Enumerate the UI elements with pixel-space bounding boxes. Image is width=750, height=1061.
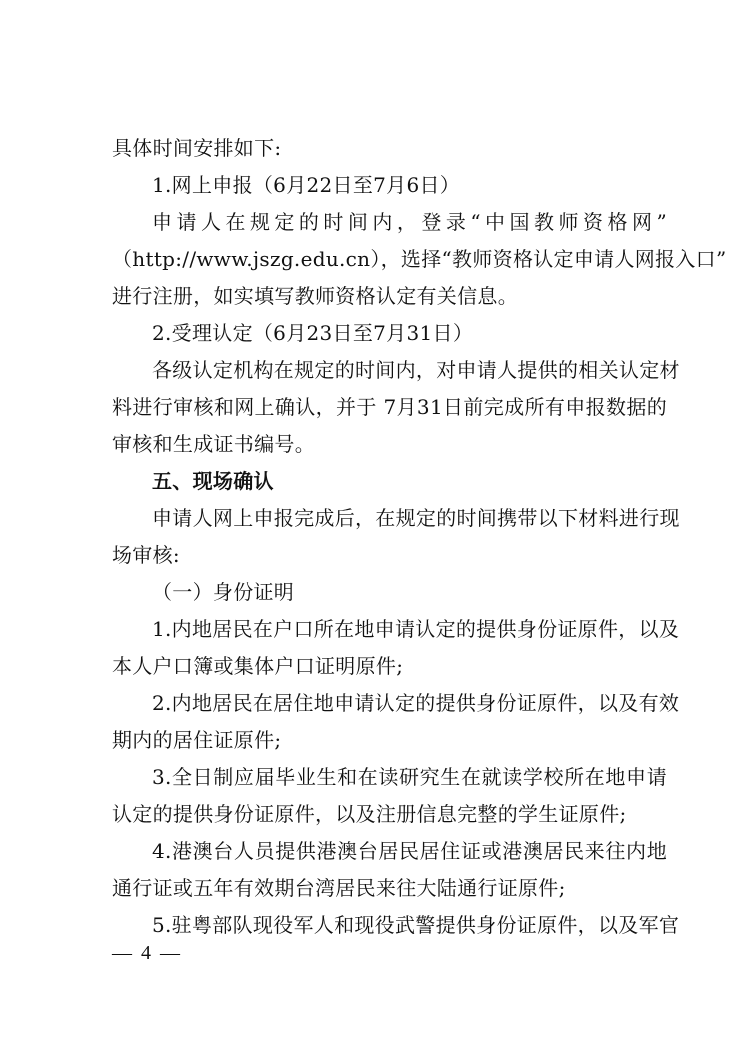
text-line-item2-1: 2.内地居民在居住地申请认定的提供身份证原件，以及有效: [152, 691, 680, 715]
text-line-item3-1: 3.全日制应届毕业生和在读研究生在就读学校所在地申请: [152, 765, 667, 789]
text-line-online-application-body-1: 申请人在规定的时间内，登录“中国教师资格网”: [152, 210, 667, 234]
text-line-online-application-title: 1.网上申报（6月22日至7月6日）: [152, 173, 461, 197]
text-line-item1-2: 本人户口簿或集体户口证明原件;: [112, 654, 404, 678]
text-line-item2-2: 期内的居住证原件;: [112, 728, 282, 752]
text-line-item5-1: 5.驻粤部队现役军人和现役武警提供身份证原件，以及军官: [152, 913, 680, 937]
text-line-acceptance-body-3: 审核和生成证书编号。: [112, 432, 315, 456]
text-line-onsite-body-1: 申请人网上申报完成后，在规定的时间携带以下材料进行现: [152, 506, 680, 530]
text-line-item3-2: 认定的提供身份证原件，以及注册信息完整的学生证原件;: [112, 802, 627, 826]
section-heading-onsite-confirmation: 五、现场确认: [152, 469, 274, 493]
text-line-item4-2: 通行证或五年有效期台湾居民来往大陆通行证原件;: [112, 876, 566, 900]
text-line-acceptance-body-2: 料进行审核和网上确认，并于 7月31日前完成所有申报数据的: [112, 395, 667, 419]
text-line-online-application-body-3: 进行注册，如实填写教师资格认定有关信息。: [112, 284, 518, 308]
document-body: [112, 130, 727, 944]
text-line-item4-1: 4.港澳台人员提供港澳台居民居住证或港澳居民来往内地: [152, 839, 667, 863]
text-line-schedule-intro: 具体时间安排如下:: [112, 136, 282, 160]
subsection-heading-identity-proof: （一）身份证明: [152, 580, 295, 604]
text-line-item1-1: 1.内地居民在户口所在地申请认定的提供身份证原件，以及: [152, 617, 680, 641]
text-line-online-application-body-2: （http://www.jszg.edu.cn），选择“教师资格认定申请人网报入口”: [112, 247, 727, 271]
page-number: — 4 —: [112, 942, 182, 964]
text-line-onsite-body-2: 场审核:: [112, 543, 180, 567]
text-line-acceptance-title: 2.受理认定（6月23日至7月31日）: [152, 321, 474, 345]
text-line-acceptance-body-1: 各级认定机构在规定的时间内，对申请人提供的相关认定材: [152, 358, 680, 382]
